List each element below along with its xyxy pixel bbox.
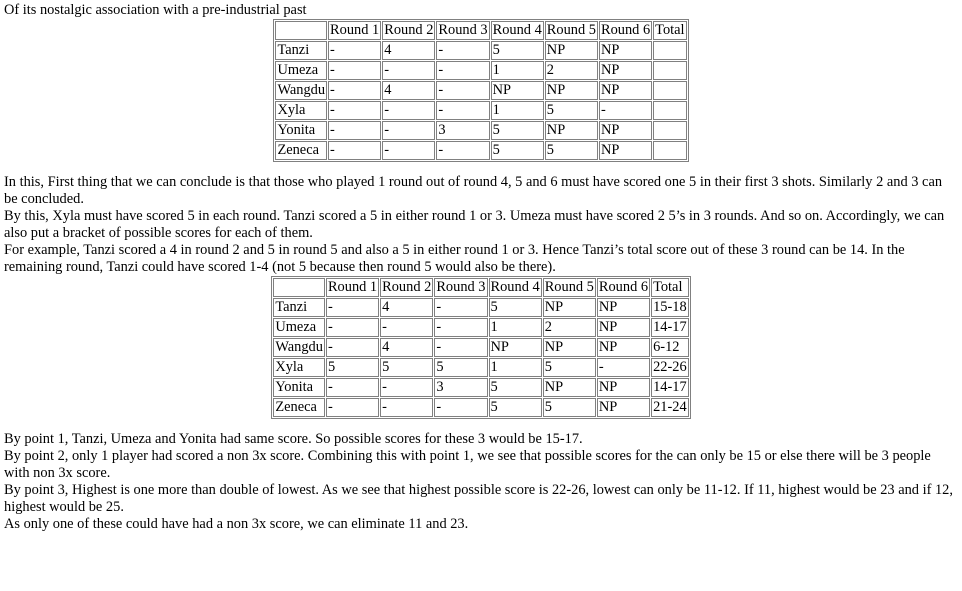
paragraph: By point 1, Tanzi, Umeza and Yonita had same score. So possible scores for these 3 would be 15-17.: [4, 431, 583, 447]
score-cell: 4: [382, 41, 435, 60]
score-cell: 1: [491, 61, 544, 80]
score-cell: 1: [489, 358, 542, 377]
score-cell: -: [434, 338, 487, 357]
header-cell: [275, 21, 327, 40]
score-cell: NP: [543, 338, 596, 357]
score-cell: 5: [434, 358, 487, 377]
score-cell: -: [380, 318, 433, 337]
score-cell: 2: [545, 61, 598, 80]
score-cell: -: [326, 298, 379, 317]
score-cell: [653, 101, 686, 120]
score-cell: 5: [380, 358, 433, 377]
score-cell: -: [328, 101, 381, 120]
score-cell: 6-12: [651, 338, 689, 357]
table-row: [273, 298, 688, 317]
score-cell: 5: [491, 141, 544, 160]
paragraph: In this, First thing that we can conclude is that those who played 1 round out of round 4, 5 and 6 must have scored one 5 in their first 3 shots. Similarly 2 and 3 can be concluded.: [4, 174, 943, 207]
scores-table-initial: [273, 19, 688, 162]
score-cell: 5: [545, 141, 598, 160]
explanation-paragraphs-2: [4, 431, 958, 533]
score-cell: -: [436, 101, 489, 120]
header-cell: Total: [651, 278, 689, 297]
header-cell: [273, 278, 325, 297]
score-cell: -: [434, 318, 487, 337]
score-cell: 2: [543, 318, 596, 337]
score-cell: -: [434, 298, 487, 317]
score-cell: 5: [543, 398, 596, 417]
score-cell: NP: [597, 318, 650, 337]
score-cell: NP: [543, 298, 596, 317]
paragraph: By this, Xyla must have scored 5 in each round. Tanzi scored a 5 in either round 1 or 3. Umeza must have scored 2 5’s in 3 rounds. And so on. Accordingly, we can also put a bracket of possible scores for each of them.: [4, 208, 945, 241]
score-cell: NP: [491, 81, 544, 100]
table-row: [275, 121, 686, 140]
score-cell: 5: [326, 358, 379, 377]
score-cell: NP: [599, 141, 652, 160]
score-cell: 1: [491, 101, 544, 120]
player-name-cell: Xyla: [273, 358, 325, 377]
table-row: [273, 398, 688, 417]
score-cell: NP: [597, 378, 650, 397]
table-row: [273, 358, 688, 377]
header-cell: Round 3: [436, 279, 486, 295]
header-cell: Round 5: [546, 22, 596, 38]
score-cell: 4: [380, 298, 433, 317]
player-name-cell: Tanzi: [275, 41, 327, 60]
score-cell: [653, 141, 686, 160]
score-cell: -: [436, 61, 489, 80]
score-cell: NP: [597, 338, 650, 357]
score-cell: NP: [599, 121, 652, 140]
paragraph: For example, Tanzi scored a 4 in round 2 and 5 in round 5 and also a 5 in either round 1 or 3. Hence Tanzi’s total score out of these 3 round can be 14. In the remaining round, Tanzi could have scored 1-4 (not 5 because then round 5 would also be there).: [4, 242, 905, 275]
score-cell: -: [382, 61, 435, 80]
paragraph: By point 3, Highest is one more than double of lowest. As we see that highest possible score is 22-26, lowest can only be 11-12. If 11, highest would be 23 and if 12, highest would be 25.: [4, 482, 953, 515]
score-cell: NP: [545, 81, 598, 100]
score-cell: -: [328, 141, 381, 160]
player-name-cell: Zeneca: [275, 141, 327, 160]
score-cell: [653, 121, 686, 140]
score-cell: 5: [489, 298, 542, 317]
score-cell: -: [436, 141, 489, 160]
header-cell: Round 1: [327, 279, 378, 295]
table-row: [273, 338, 688, 357]
score-cell: NP: [599, 61, 652, 80]
player-name-cell: Umeza: [273, 318, 325, 337]
score-cell: -: [436, 41, 489, 60]
score-cell: -: [326, 398, 379, 417]
table-row: [275, 101, 686, 120]
header-cell: Round 6: [600, 22, 651, 38]
header-cell: Round 2: [384, 22, 434, 38]
score-cell: 3: [434, 378, 487, 397]
score-cell: 21-24: [653, 399, 687, 415]
score-cell: 5: [543, 358, 596, 377]
score-cell: -: [328, 81, 381, 100]
header-cell: Round 1: [330, 22, 380, 38]
score-cell: [653, 81, 686, 100]
score-cell: NP: [489, 338, 542, 357]
score-cell: -: [326, 378, 379, 397]
player-name-cell: Tanzi: [273, 298, 325, 317]
header-cell: Round 5: [544, 279, 594, 295]
score-cell: 4: [382, 81, 435, 100]
table-row: [273, 318, 688, 337]
score-cell: 5: [489, 398, 542, 417]
score-cell: [653, 61, 686, 80]
score-cell: -: [382, 121, 435, 140]
score-cell: 5: [491, 41, 544, 60]
score-cell: 5: [489, 378, 542, 397]
player-name-cell: Yonita: [273, 378, 325, 397]
score-cell: -: [380, 378, 433, 397]
header-cell: Total: [655, 22, 685, 38]
score-cell: -: [434, 398, 487, 417]
score-cell: -: [597, 358, 650, 377]
score-cell: -: [326, 318, 379, 337]
score-cell: -: [326, 338, 379, 357]
score-cell: NP: [599, 41, 652, 60]
explanation-paragraphs-1: [4, 174, 958, 276]
score-cell: NP: [597, 298, 650, 317]
score-cell: NP: [545, 121, 598, 140]
score-cell: -: [436, 81, 489, 100]
score-cell: -: [382, 101, 435, 120]
score-cell: -: [599, 101, 652, 120]
score-cell: 3: [436, 121, 489, 140]
score-cell: 15-18: [653, 299, 687, 315]
score-cell: [653, 41, 686, 60]
score-cell: 5: [491, 121, 544, 140]
score-cell: 14-17: [653, 379, 687, 395]
score-cell: -: [328, 121, 381, 140]
table-header-row: [275, 21, 686, 40]
score-cell: 22-26: [653, 359, 687, 375]
player-name-cell: Wangdu: [277, 82, 326, 98]
paragraph: As only one of these could have had a non 3x score, we can eliminate 11 and 23.: [4, 516, 469, 532]
paragraph: By point 2, only 1 player had scored a non 3x score. Combining this with point 1, we see that possible scores for the can only be 15 or else there will be 3 people with non 3x score.: [4, 448, 931, 481]
score-cell: NP: [545, 41, 598, 60]
score-cell: -: [328, 41, 381, 60]
score-cell: 4: [380, 338, 433, 357]
intro-text: Of its nostalgic association with a pre-industrial past: [4, 2, 307, 18]
player-name-cell: Zeneca: [273, 398, 325, 417]
scores-table-with-totals: [271, 276, 690, 419]
header-cell: Round 2: [382, 279, 432, 295]
player-name-cell: Wangdu: [275, 339, 323, 355]
score-cell: -: [382, 141, 435, 160]
player-name-cell: Umeza: [275, 61, 327, 80]
table-row: [275, 81, 686, 100]
table-row: [275, 41, 686, 60]
header-cell: Round 4: [492, 22, 542, 38]
score-cell: -: [328, 61, 381, 80]
table-row: [275, 141, 686, 160]
score-cell: -: [380, 398, 433, 417]
player-name-cell: Xyla: [275, 101, 327, 120]
score-cell: 1: [489, 318, 542, 337]
score-cell: 5: [545, 101, 598, 120]
table-row: [273, 378, 688, 397]
table-header-row: [273, 278, 688, 297]
score-cell: NP: [543, 378, 596, 397]
header-cell: Round 3: [438, 22, 488, 38]
score-cell: 14-17: [653, 319, 687, 335]
player-name-cell: Yonita: [275, 121, 327, 140]
score-cell: NP: [597, 398, 650, 417]
header-cell: Round 6: [598, 279, 649, 295]
table-row: [275, 61, 686, 80]
score-cell: NP: [599, 81, 652, 100]
header-cell: Round 4: [490, 279, 540, 295]
